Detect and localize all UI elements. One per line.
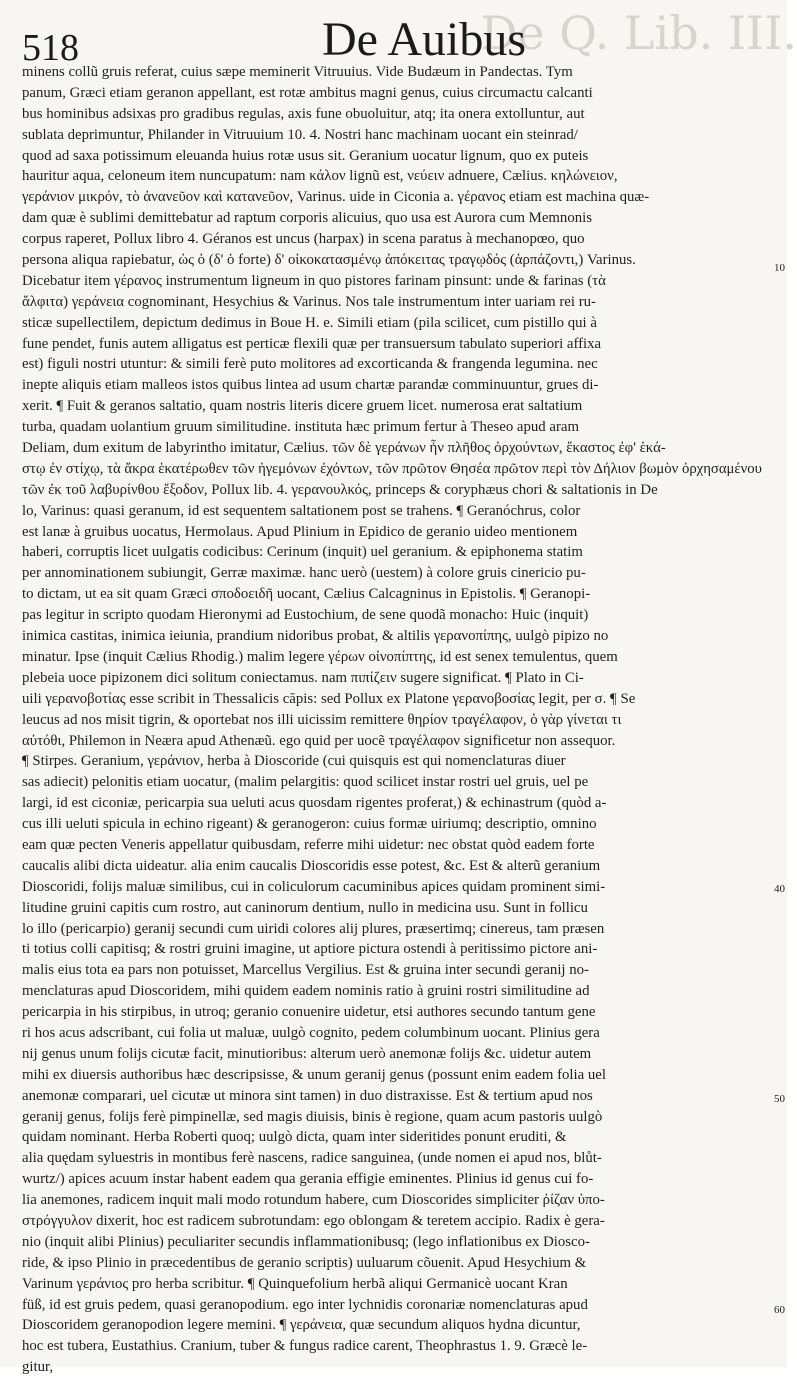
text-line: inimica castitas, inimica ieiunia, prandium nidoribus probat, & altilis γερανοπίπης, uulgò pipizo no bbox=[22, 628, 609, 645]
text-line: ¶ Stirpes. Geranium, γεράνιον, herba à Dioscoride (cui quisquis est qui nomenclaturas diuer bbox=[22, 753, 566, 770]
text-line: dam quæ è sublimi demittebatur ad raptum corporis alicuius, quo usa est Aurora cum Memnonis bbox=[22, 210, 592, 227]
text-line: est) figuli nostri utuntur: & simili ferè puto molitores ad excorticanda & frangenda legumina. nec bbox=[22, 356, 598, 373]
text-line: στῳ ἐν στίχῳ, τὰ ἄκρα ἑκατέρωθεν τῶν ἡγεμόνων ἐχόντων, τῶν πρῶτον Θησέα πρῶτον περὶ τὸν Δήλιον βωμὸν ὀρχησαμένου bbox=[22, 460, 762, 477]
text-line: plebeia uoce pipizonem dici solitum coniectamus. nam πιπίζειν sugere significat. ¶ Plato in Ci- bbox=[22, 669, 584, 686]
text-line: cus illi ueluti spicula in echino rigeant) & geranogeron: cuius formæ uiriumq; descriptio, omnino bbox=[22, 816, 597, 833]
text-line: Dicebatur item γέρανος instrumentum ligneum in quo pistores farinam pinsunt: unde & farinas (τὰ bbox=[22, 272, 606, 289]
text-line: hoc est tubera, Eustathius. Cranium, tuber & fungus radice carent, Theophrastus 1. 9. Græcè le- bbox=[22, 1338, 588, 1355]
text-line: panum, Græci etiam geranon appellant, est rotæ ambitus magni genus, cuius circumactu calcanti bbox=[22, 84, 593, 101]
text-line: füß, id est gruis pedem, quasi geranopodium. ego inter lychnidis coronariæ nomenclaturas apud bbox=[22, 1296, 588, 1313]
text-line: lo illo (pericarpio) geranij secundi cum uiridi colores alij plures, præsertimq; cinereus, tam præsen bbox=[22, 920, 605, 937]
text-line: nio (inquit alibi Plinius) peculiariter secundis inflammationibusq; (lego inflationibus ex Diosco- bbox=[22, 1233, 590, 1250]
margin-line-number: 50 bbox=[774, 1093, 785, 1105]
text-line: wurtz/) apices acuum instar habent eadem qua gerania effigie eminentes. Plinius id genus cui fo- bbox=[22, 1171, 594, 1188]
page-number: 518 bbox=[22, 27, 79, 69]
margin-line-number: 10 bbox=[774, 262, 785, 274]
text-line: menclaturas apud Dioscoridem, mihi quidem eadem nominis ratio à gruini rostri similitudine ad bbox=[22, 983, 590, 1000]
text-line: quod ad saxa potissimum eleuanda huius rotæ usus sit. Geranium uocatur lignum, quo ex puteis bbox=[22, 147, 589, 164]
text-line: ti totius colli capitisq; & rostri gruini imagine, ut aptiore pictura ostendi à peritissimo pictore ani- bbox=[22, 941, 598, 958]
text-line: αὐτόθι, Philemon in Neæra apud Athenæũ. ego quid per uocẽ τραγέλαφον significetur non assequor. bbox=[22, 732, 616, 749]
text-line: gitur, bbox=[22, 1359, 54, 1376]
text-line: ri hos acus adscribant, cui folia ut maluæ, uulgò cognito, pedem columbinum uocant. Plinius gera bbox=[22, 1024, 600, 1041]
text-line: lia anemones, radicem inquit mali modo rotundum habere, cum Dioscorides simpliciter ῥίζαν ὑπο- bbox=[22, 1192, 605, 1209]
text-line: nij genus unum folijs cicutæ facit, minutioribus: alterum uerò anemonæ folijs &c. uidetur autem bbox=[22, 1045, 592, 1062]
text-line: est lanæ à gruibus uocatus, Hermolaus. Apud Plinium in Epidico de geranio uideo mentionem bbox=[22, 523, 578, 540]
text-line: Varinum γεράνιος pro herba scribitur. ¶ Quinquefolium herbã aliqui Germanicè uocant Kran bbox=[22, 1275, 568, 1292]
text-line: hauritur aqua, celoneum item nuncupatum: nam κάλον lignũ est, νεύειν adnuere, Cælius. κηλώνειον, bbox=[22, 168, 618, 185]
text-line: Dioscoridi, folijs maluæ similibus, cui in coliculorum cacuminibus apices quidam prominent simi- bbox=[22, 878, 606, 895]
text-line: Dioscoridem geranopodion legere memini. ¶ γεράνεια, quæ secundum aliquos hydna dicuntur, bbox=[22, 1317, 581, 1334]
text-line: ἄλφιτα) γεράνεια cognominant, Hesychius & Varinus. Nos tale instrumentum inter uariam rei ru- bbox=[22, 293, 596, 310]
text-line: largi, id est ciconiæ, pericarpia sua ueluti acus quosdam rigentes proferat,) & echinastrum (quòd a- bbox=[22, 795, 607, 812]
text-line: ride, & ipso Plinio in præcedentibus de geranio scriptis) uuluarum cõuenit. Apud Hesychium & bbox=[22, 1254, 587, 1271]
margin-line-number: 60 bbox=[774, 1304, 785, 1316]
text-line: turba, quadam uolantium gruum similitudine. instituta hæc primum fertur à Theseo apud aram bbox=[22, 419, 579, 436]
text-line: corpus raperet, Pollux libro 4. Géranos est uncus (harpax) in scena paratus à mechanopœo, quo bbox=[22, 231, 585, 248]
text-line: pericarpia in his stirpibus, in utroq; geranio conuenire uidetur, etsi authores secundo tantum gene bbox=[22, 1004, 596, 1021]
text-line: bus hominibus adsixas pro gradibus regulas, axis fune obuoluitur, atq; ita onera extolluntur, aut bbox=[22, 105, 585, 122]
text-line: persona aliqua rapiebatur, ὡς ὁ (δ' ὁ forte) δ' οἰκοκατασμένῳ ἀπόκειτας τραγῳδός (ἁρπάζοντι,) Varinus. bbox=[22, 252, 636, 269]
text-line: anemonæ comparari, uel cicutæ ut minora sint tamen) in duo distraxisse. Est & tertium apud nos bbox=[22, 1087, 593, 1104]
page-header bbox=[22, 8, 582, 68]
text-line: fune pendet, funis autem alligatus est perticæ flexili quæ per transuersum tabulato superiori affixa bbox=[22, 335, 602, 352]
text-line: caucalis alibi dicta uideatur. alia enim caucalis Dioscoridis esse potest, &c. Est & alterũ geranium bbox=[22, 857, 601, 874]
text-line: leucus ad nos misit tigrin, & oportebat nos illi uicissim remittere θηρίον τραγέλαφον, ὁ γὰρ γίνεται τι bbox=[22, 711, 622, 728]
text-line: alia quędam syluestris in montibus ferè nascens, radice sanguinea, (unde nomen ei apud nos, blůt- bbox=[22, 1150, 602, 1167]
text-line: malis eius tota ea pars non potuisset, Marcellus Vergilius. Est & gruina inter secundi geranij no- bbox=[22, 962, 589, 979]
text-line: haberi, corruptis licet uulgatis codicibus: Cerinum (inquit) uel geranium. & epiphonema statim bbox=[22, 544, 583, 561]
body-text bbox=[22, 62, 762, 1378]
text-line: στρόγγυλον dixerit, hoc est radicem subrotundam: ego oblongam & teretem accipio. Radix è gera- bbox=[22, 1212, 605, 1229]
running-head: De Auibus bbox=[322, 13, 526, 66]
text-line: uili γερανοβοτίας esse scribit in Thessalicis căpis: sed Pollux ex Platone γερανοβοσίας legit, per σ. ¶ Se bbox=[22, 690, 636, 707]
bleed-through-heading: De Q. Lib. III. bbox=[480, 6, 797, 60]
text-line: per annominationem subiungit, Gerræ maximæ. hanc uerò (uestem) à colore gruis cinericio pu- bbox=[22, 565, 586, 582]
text-line: eam quæ pecten Veneris appellatur quibusdam, referre mihi uidetur: nec obstat quòd eadem forte bbox=[22, 836, 595, 853]
text-line: minatur. Ipse (inquit Cælius Rhodig.) malim legere γέρων οἰνοπίπτης, id est senex temulentus, quem bbox=[22, 648, 618, 665]
text-line: minens collũ gruis referat, cuius sæpe meminerit Vitruuius. Vide Budæum in Pandectas. Tym bbox=[22, 64, 573, 80]
text-line: sublata deprimuntur, Philander in Vitruuium 10. 4. Nostri hanc machinam uocant ein steinrad/ bbox=[22, 126, 578, 143]
text-line: litudine gruini capitis cum rostro, aut caninorum dentium, nullo in medicina usu. Sunt in follicu bbox=[22, 899, 588, 916]
text-line: quidam nominant. Herba Roberti quoq; uulgò dicta, quam inter sideritides ponunt eruditi, & bbox=[22, 1129, 567, 1146]
text-line: inepte aliquis etiam malleos istos quibus lintea ad usum chartæ parandæ comminuuntur, grues di- bbox=[22, 377, 599, 394]
text-line: xerit. ¶ Fuit & geranos saltatio, quam nostris literis dicere gruem licet. numerosa erat saltatium bbox=[22, 398, 583, 415]
text-line: Deliam, dum exitum de labyrintho imitatur, Cælius. τῶν δὲ γεράνων ἦν πλῆθος ὀρχούντων, ἕκαστος ἐφ' ἑκά- bbox=[22, 440, 666, 457]
text-line: to dictam, ut ea sit quam Græci σποδοειδῆ uocant, Cælius Calcagninus in Epistolis. ¶ Geranopi- bbox=[22, 586, 591, 603]
text-line: pas legitur in scripto quodam Hieronymi ad Eustochium, de sene quodã monacho: Huic (inquit) bbox=[22, 607, 589, 624]
text-line: sticæ supellectilem, depictum dedimus in Boue H. e. Simili etiam (pila scilicet, cum pistillo qui à bbox=[22, 314, 597, 331]
text-line: τῶν ἐκ τοῦ λαβυρίνθου ἔξοδον, Pollux lib. 4. γερανουλκός, princeps & coryphæus chori & saltationis in De bbox=[22, 481, 658, 498]
text-line: geranij genus, folijs ferè pimpinellæ, sed magis diuisis, binis è regione, quam acum pastoris uulgò bbox=[22, 1108, 603, 1125]
text-line: mihi ex diuersis authoribus hæc descripsisse, & unum geranij genus (possunt enim eadem folia uel bbox=[22, 1066, 606, 1083]
text-line: γεράνιον μικρόν, τὸ ἀνανεῦον καὶ κατανεῦον, Varinus. uide in Ciconia a. γέρανος etiam est machina quæ- bbox=[22, 189, 650, 206]
text-line: sas adiecit) pelonitis etiam uocatur, (malim pelargitis: quod scilicet instar rostri uel gruis, uel pe bbox=[22, 774, 589, 791]
text-line: lo, Varinus: quasi geranum, id est sequentem saltationem post se trahens. ¶ Geranóchrus, color bbox=[22, 502, 581, 519]
margin-line-number: 40 bbox=[774, 883, 785, 895]
